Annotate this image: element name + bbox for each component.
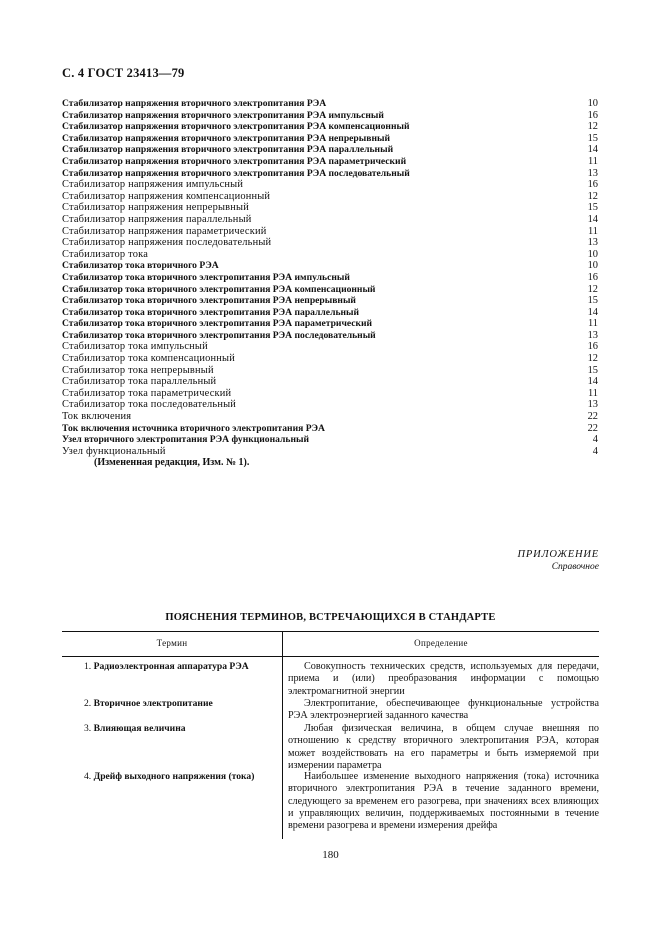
running-head: С. 4 ГОСТ 23413—79 — [62, 66, 185, 80]
index-term: Стабилизатор тока вторичного РЭА — [62, 260, 219, 272]
index-term: Узел функциональный — [62, 445, 166, 457]
index-term: Стабилизатор напряжения вторичного электропитания РЭА непрерывный — [62, 132, 390, 144]
index-row — [62, 318, 598, 330]
index-page-number: 10 — [587, 98, 598, 109]
index-term: Стабилизатор напряжения вторичного электропитания РЭА параметрический — [62, 155, 407, 167]
index-page-number: 14 — [587, 306, 598, 318]
index-row — [62, 237, 598, 249]
index-page-number: 12 — [587, 353, 598, 365]
index-row — [62, 295, 598, 307]
index-page-number: 14 — [587, 144, 598, 156]
index-page-number: 11 — [587, 225, 598, 237]
index-row — [62, 214, 598, 226]
index-row — [62, 388, 598, 400]
table-header-definition: Определение — [414, 638, 468, 648]
index-row — [62, 307, 598, 319]
index-page-number: 13 — [587, 167, 598, 179]
index-term: Стабилизатор тока — [62, 248, 149, 260]
index-page-number: 11 — [587, 387, 598, 399]
index-term: Ток включения — [62, 411, 132, 423]
index-page-number: 4 — [592, 445, 598, 457]
index-term: Стабилизатор тока вторичного электропитания РЭА последовательный — [62, 329, 376, 341]
index-row — [62, 133, 598, 145]
index-row — [62, 446, 598, 458]
appendix-title: ПРИЛОЖЕНИЕ — [517, 549, 599, 560]
edition-note-row — [62, 457, 598, 469]
edition-note: (Измененная редакция, Изм. № 1). — [94, 457, 250, 469]
index-page-number: 15 — [587, 295, 598, 307]
index-page-number: 13 — [587, 329, 598, 341]
table-definition: Электропитание, обеспечивающее функциональные устройства РЭА электроэнергией заданного качества — [288, 698, 599, 722]
index-page-number: 14 — [587, 376, 598, 388]
table-term: 4. Дрейф выходного напряжения (тока) — [84, 771, 255, 782]
index-term: Стабилизатор тока вторичного электропитания РЭА непрерывный — [62, 295, 356, 307]
index-row — [62, 179, 598, 191]
index-row — [62, 423, 598, 435]
index-page-number: 12 — [587, 283, 598, 295]
terms-index — [62, 98, 598, 469]
index-page-number: 16 — [587, 271, 598, 283]
appendix-label — [518, 549, 600, 573]
index-row — [62, 202, 598, 214]
index-page-number: 12 — [587, 190, 598, 202]
index-row — [62, 353, 598, 365]
index-row — [62, 341, 598, 353]
index-row — [62, 284, 598, 296]
index-term: Стабилизатор напряжения вторичного электропитания РЭА — [62, 98, 327, 109]
index-term: Стабилизатор напряжения компенсационный — [62, 190, 271, 202]
table-header-term: Термин — [156, 638, 188, 648]
index-page-number: 13 — [587, 237, 598, 249]
index-term: Стабилизатор напряжения последовательный — [62, 237, 272, 249]
index-page-number: 16 — [587, 109, 598, 121]
index-row — [62, 168, 598, 180]
index-term: Стабилизатор тока импульсный — [62, 341, 208, 353]
index-row — [62, 156, 598, 168]
index-term: Стабилизатор тока вторичного электропитания РЭА параметрический — [62, 318, 373, 330]
index-page-number: 14 — [587, 213, 598, 225]
index-term: Стабилизатор тока последовательный — [62, 399, 237, 411]
index-row — [62, 249, 598, 261]
appendix-subtitle: Справочное — [551, 562, 599, 572]
index-term: Стабилизатор напряжения вторичного электропитания РЭА последовательный — [62, 167, 410, 179]
index-term: Стабилизатор напряжения импульсный — [62, 179, 244, 191]
index-row — [62, 260, 598, 272]
table-definition: Любая физическая величина, в общем случае внешняя по отношению к средству вторичного электропитания РЭА, которая может воздействовать на его параметры и быть измеряемой при измерении параметра — [288, 723, 599, 771]
index-page-number: 22 — [587, 411, 598, 423]
index-term: Стабилизатор напряжения параметрический — [62, 225, 267, 237]
index-term: Стабилизатор тока вторичного электропитания РЭА импульсный — [62, 271, 350, 283]
index-row — [62, 110, 598, 122]
index-row — [62, 330, 598, 342]
index-page-number: 4 — [592, 434, 598, 446]
index-term: Ток включения источника вторичного электропитания РЭА — [62, 422, 325, 434]
index-page-number: 15 — [587, 132, 598, 144]
index-row — [62, 144, 598, 156]
page-number: 180 — [322, 849, 339, 861]
table-definition: Наибольшее изменение выходного напряжения (тока) источника вторичного электропитания РЭА в течение заданного времени, следующего за временем его разогрева, при значениях всех влияющих и управляющих величин, поддерживаемых постоянными в течение времени разогрева и времени измерения дрейфа — [288, 771, 599, 832]
index-row — [62, 98, 598, 110]
index-term: Стабилизатор тока вторичного электропитания РЭА компенсационный — [62, 283, 376, 295]
index-row — [62, 272, 598, 284]
index-page-number: 10 — [587, 248, 598, 260]
table-definition: Совокупность технических средств, используемых для передачи, приема и (или) преобразования информации с помощью электромагнитной энергии — [288, 661, 599, 697]
index-term: Стабилизатор напряжения параллельный — [62, 213, 252, 225]
index-row — [62, 365, 598, 377]
index-term: Стабилизатор напряжения вторичного электропитания РЭА импульсный — [62, 109, 384, 121]
index-page-number: 11 — [587, 318, 598, 330]
index-row — [62, 399, 598, 411]
index-page-number: 11 — [587, 155, 598, 167]
table-column-divider — [282, 655, 283, 839]
table-term: 1. Радиоэлектронная аппаратура РЭА — [84, 661, 249, 672]
table-term: 2. Вторичное электропитание — [84, 698, 213, 709]
index-page-number: 16 — [587, 341, 598, 353]
index-term: Стабилизатор тока параллельный — [62, 376, 217, 388]
index-term: Узел вторичного электропитания РЭА функциональный — [62, 434, 310, 446]
index-term: Стабилизатор напряжения непрерывный — [62, 202, 249, 214]
index-page-number: 22 — [587, 422, 598, 434]
index-row — [62, 121, 598, 133]
index-page-number: 13 — [587, 399, 598, 411]
index-term: Стабилизатор напряжения вторичного электропитания РЭА компенсационный — [62, 121, 410, 133]
index-page-number: 12 — [587, 121, 598, 133]
index-term: Стабилизатор тока компенсационный — [62, 353, 235, 365]
index-row — [62, 434, 598, 446]
index-row — [62, 191, 598, 203]
index-row — [62, 376, 598, 388]
index-term: Стабилизатор тока непрерывный — [62, 364, 214, 376]
index-row — [62, 411, 598, 423]
index-row — [62, 226, 598, 238]
index-term: Стабилизатор тока параметрический — [62, 387, 232, 399]
index-term: Стабилизатор тока вторичного электропитания РЭА параллельный — [62, 306, 360, 318]
table-header — [62, 631, 599, 657]
section-title: ПОЯСНЕНИЯ ТЕРМИНОВ, ВСТРЕЧАЮЩИХСЯ В СТАНДАРТЕ — [165, 612, 496, 623]
index-page-number: 15 — [587, 364, 598, 376]
index-page-number: 15 — [587, 202, 598, 214]
index-page-number: 10 — [587, 260, 598, 272]
table-term: 3. Влияющая величина — [84, 723, 186, 734]
index-term: Стабилизатор напряжения вторичного электропитания РЭА параллельный — [62, 144, 394, 156]
index-page-number: 16 — [587, 179, 598, 191]
